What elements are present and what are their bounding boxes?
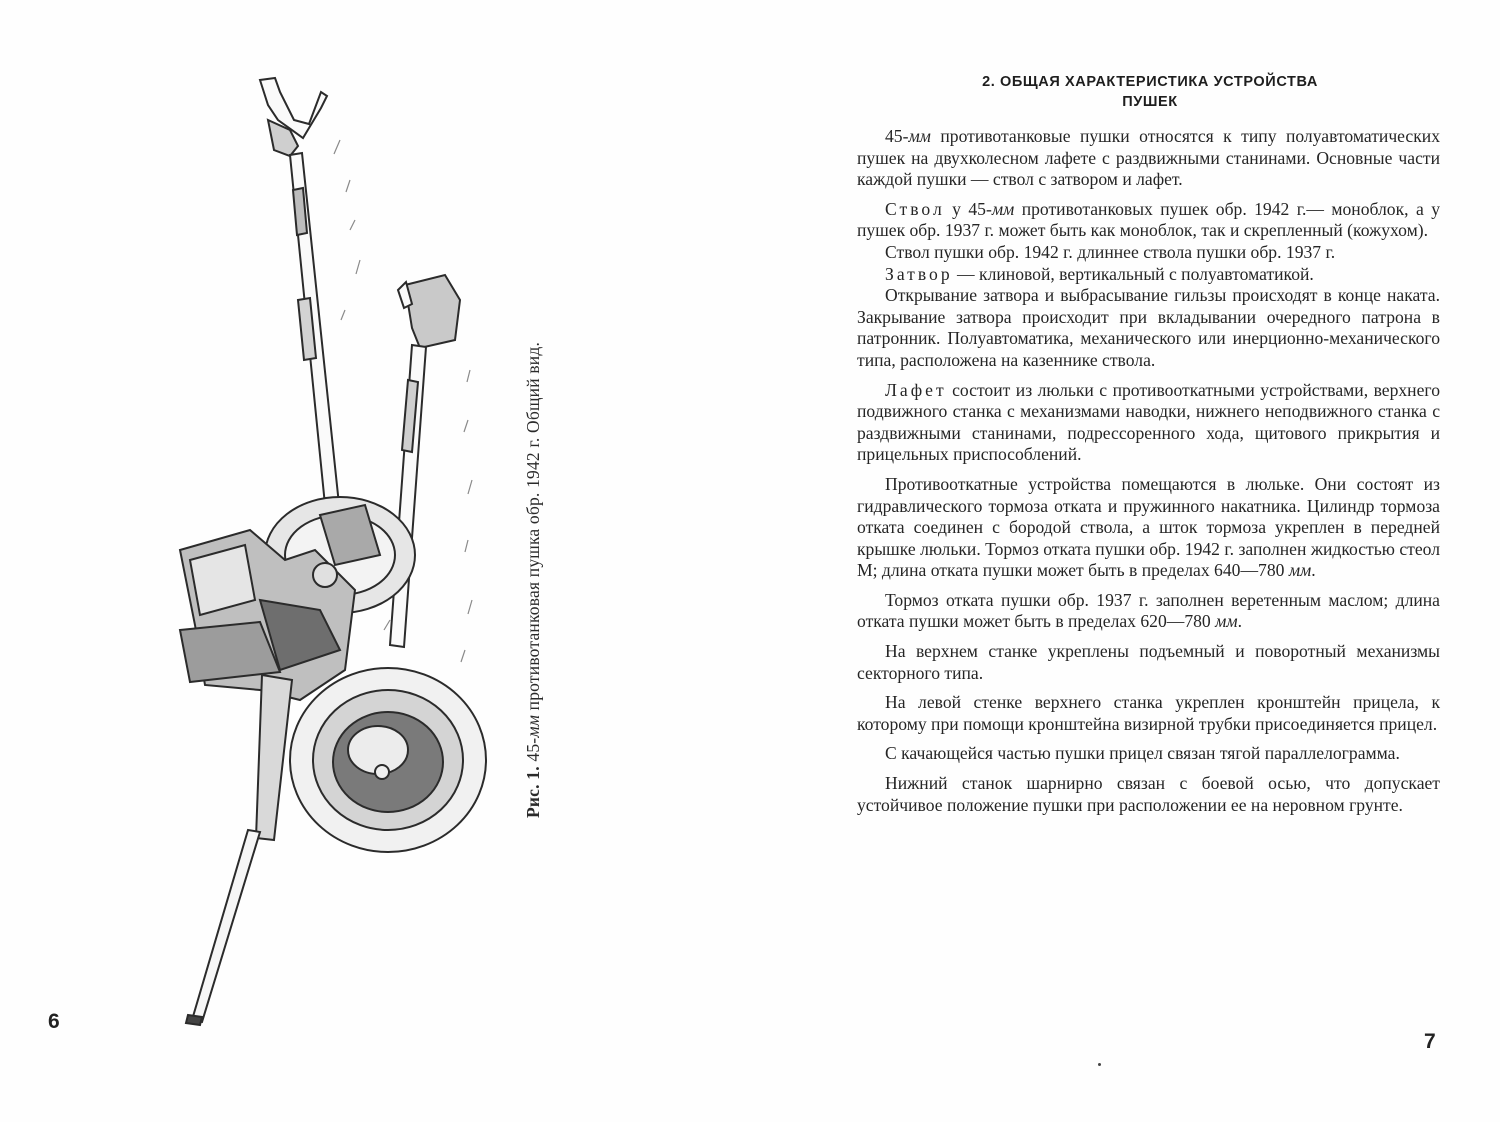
gun-barrel <box>186 675 292 1025</box>
caption-unit: мм <box>523 714 543 738</box>
unit-italic: мм <box>991 198 1015 219</box>
unit-italic: мм <box>1215 611 1238 632</box>
upper-trail <box>260 78 342 535</box>
paragraph: С качающейся частью пушки прицел связан тягой параллелограмма. <box>885 743 1400 764</box>
caption-prefix: 45- <box>523 737 543 762</box>
right-page <box>750 0 1500 1122</box>
paragraph: Открывание затвора и выбрасывание гильзы происходят в конце наката. Закрывание затвора происходит при вкладывании очередного патрона в патронник. Полуавтоматика, механического или инерционно-механического типа, расположена на казеннике ствола. <box>857 285 1440 370</box>
paragraph: На левой стенке верхнего станка укреплен кронштейн прицела, к которому при помощи кронштейна визирной трубки присоединяется прицел. <box>857 692 1440 734</box>
paragraph <box>857 590 1440 633</box>
paragraph: Ствол пушки обр. 1942 г. длиннее ствола пушки обр. 1937 г. <box>885 241 1336 262</box>
unit-italic: мм <box>908 126 931 146</box>
text-run: Противооткатные устройства помещаются в люльке. Они состоят из гидравлического тормоза отката и пружинного накатника. Цилиндр тормоза отката соединен с бородой ствола, а шток тормоза укреплен в передней крышке люльки. Тормоз отката пушки обр. 1942 г. заполнен жидкостью стеол М; длина отката пушки может быть в пределах 640—780 <box>857 473 1440 581</box>
gun-illustration <box>150 60 510 1040</box>
text-run: противотанковые пушки относятся к типу полуавтоматических пушек на двухколесном лафете с раздвижными станинами. Основные части каждой пушки — ствол с затвором и лафет. <box>857 126 1440 190</box>
figure-caption <box>523 342 544 818</box>
front-wheel <box>290 668 486 852</box>
text-run: . <box>1311 560 1316 581</box>
unit-italic: мм <box>1288 560 1312 581</box>
term-spaced: Затвор <box>885 263 953 284</box>
text-run: противотанковых пушек обр. 1942 г.— моноблок, а у пушек обр. 1937 г. может быть как моноблок, так и скрепленный (кожухом). <box>857 198 1440 241</box>
text-run: Тормоз отката пушки обр. 1937 г. заполнен веретенным маслом; длина отката пушки может быть в пределах 620—780 <box>857 589 1440 632</box>
text-run: 45- <box>885 126 909 146</box>
paragraph: Нижний станок шарнирно связан с боевой осью, что допускает устойчивое положение пушки при расположении ее на неровном грунте. <box>857 773 1440 815</box>
paragraph <box>857 380 1440 466</box>
caption-text: противотанковая пушка обр. 1942 г. Общий вид. <box>523 341 543 711</box>
print-speck <box>1098 1063 1101 1066</box>
term-spaced: Лафет <box>885 379 947 400</box>
paragraph: На верхнем станке укреплены подъемный и поворотный механизмы секторного типа. <box>857 641 1440 683</box>
text-run: . <box>1237 611 1243 632</box>
heading-line-2: ПУШЕК <box>1122 94 1178 110</box>
paragraph <box>857 199 1440 242</box>
page-number-left: 6 <box>48 1010 60 1033</box>
section-heading <box>900 72 1400 112</box>
term-spaced: Ствол <box>885 198 945 219</box>
page-number-right: 7 <box>1424 1030 1436 1053</box>
paragraph <box>857 264 1440 286</box>
lower-trail <box>390 275 460 647</box>
paragraph <box>857 474 1440 582</box>
caption-label: Рис. 1. <box>523 766 543 818</box>
body-text <box>857 126 1440 824</box>
paragraph <box>857 126 1440 191</box>
text-run: состоит из люльки с противооткатными устройствами, верхнего подвижного станка с механизмами наводки, нижнего неподвижного станка с раздвижными станинами, подрессоренного хода, щитового прикрытия и прицельных приспособлений. <box>857 379 1440 465</box>
heading-line-1: 2. ОБЩАЯ ХАРАКТЕРИСТИКА УСТРОЙСТВА <box>982 74 1318 90</box>
text-run: — клиновой, вертикальный с полуавтоматикой. <box>952 263 1314 284</box>
text-run: у 45- <box>944 198 992 219</box>
